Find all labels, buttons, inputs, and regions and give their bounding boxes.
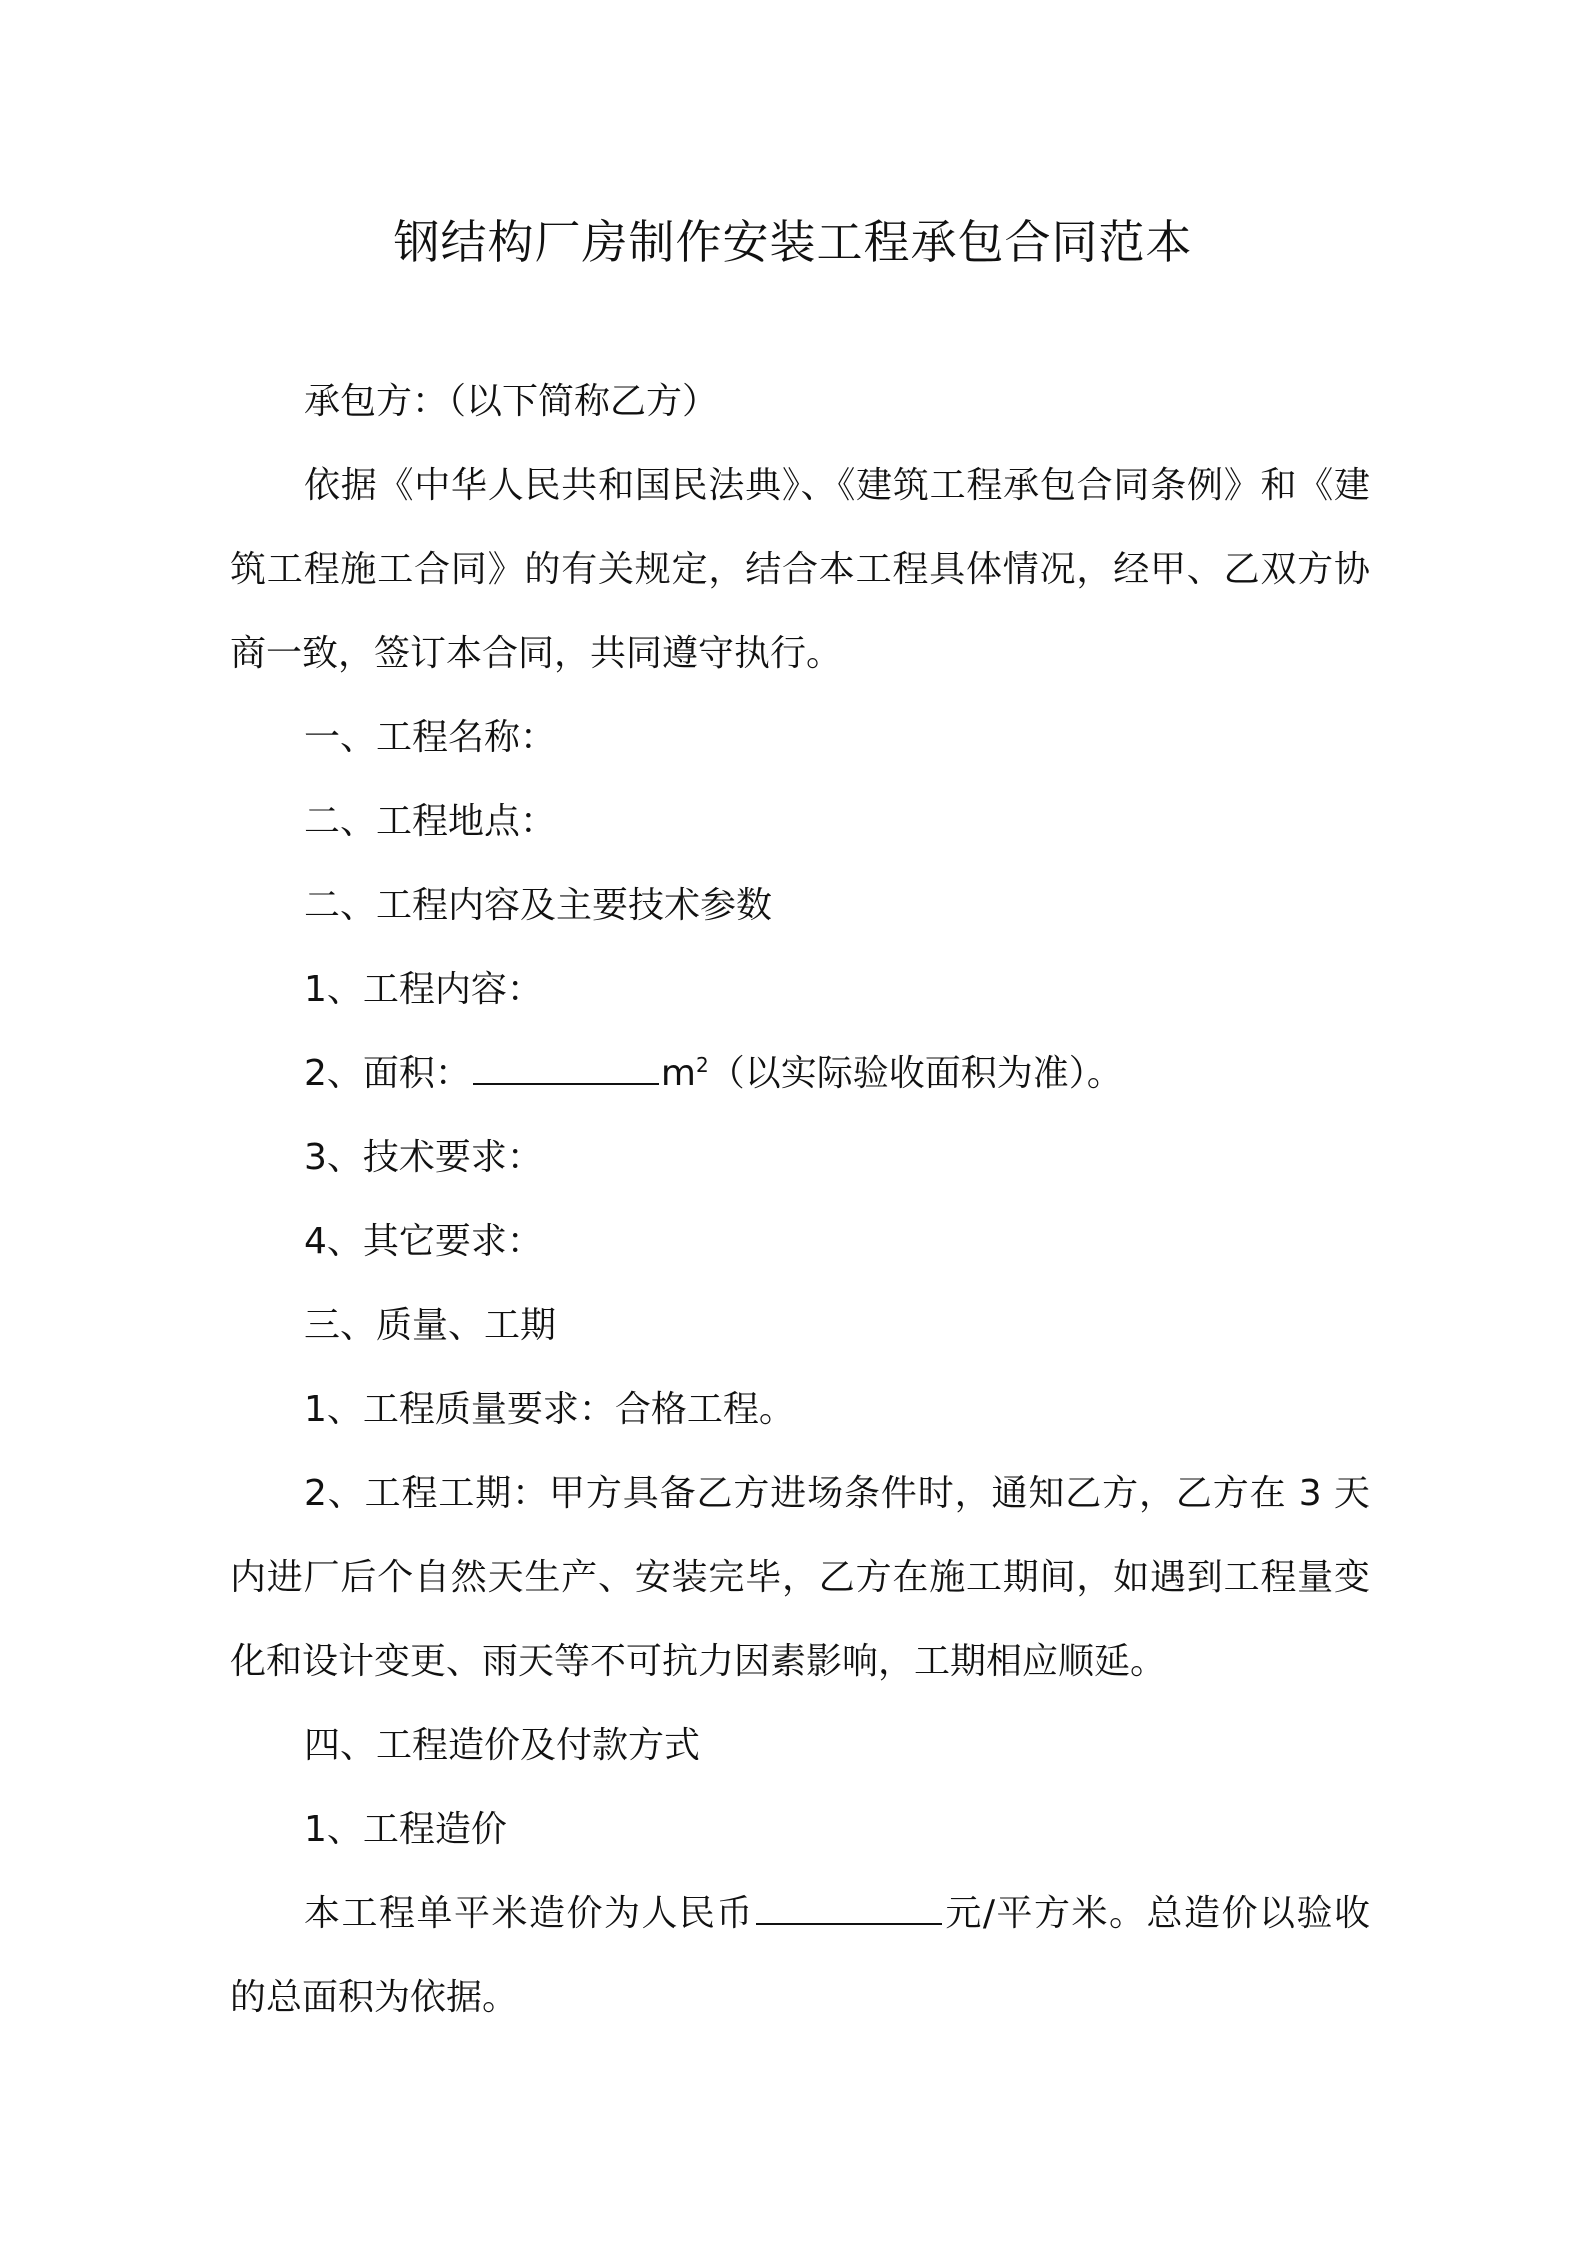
schedule-paragraph: 2、工程工期：甲方具备乙方进场条件时，通知乙方，乙方在 3 天内进厂后个自然天生产、安装完毕，乙方在施工期间，如遇到工程量变化和设计变更、雨天等不可抗力因素影响，工期相应顺延。 bbox=[230, 1473, 1370, 1682]
document-title: 钢结构厂房制作安装工程承包合同范本 bbox=[393, 215, 1193, 269]
section-project-name: 一、工程名称： bbox=[304, 717, 557, 758]
section-quality-schedule: 三、质量、工期 bbox=[304, 1305, 557, 1346]
item-project-content: 1、工程内容： bbox=[304, 969, 543, 1010]
price-blank-field[interactable] bbox=[756, 1891, 942, 1925]
basis-paragraph: 依据《中华人民共和国民法典》、《建筑工程承包合同条例》和《建筑工程施工合同》的有关规定，结合本工程具体情况，经甲、乙双方协商一致，签订本合同，共同遵守执行。 bbox=[230, 465, 1370, 674]
price-text-suffix: 元/平方米。总造价以验收的总面积为依据。 bbox=[230, 1893, 1370, 2018]
item-area-prefix: 2、面积： bbox=[304, 1053, 471, 1094]
price-text-prefix: 本工程单平米造价为人民币 bbox=[304, 1893, 754, 1934]
item-area-unit: m bbox=[660, 1053, 696, 1094]
section-project-location: 二、工程地点： bbox=[304, 801, 557, 842]
quality-requirement: 1、工程质量要求：合格工程。 bbox=[304, 1389, 795, 1430]
item-tech-requirements: 3、技术要求： bbox=[304, 1137, 543, 1178]
item-area-unit-exponent: 2 bbox=[695, 1053, 709, 1077]
area-blank-field[interactable] bbox=[473, 1051, 659, 1085]
item-area bbox=[230, 1032, 1370, 1116]
section-project-content: 二、工程内容及主要技术参数 bbox=[304, 885, 773, 926]
document-body bbox=[230, 360, 1370, 2040]
price-item: 1、工程造价 bbox=[304, 1809, 507, 1850]
section-price-payment: 四、工程造价及付款方式 bbox=[304, 1725, 701, 1766]
item-area-suffix: （以实际验收面积为准）。 bbox=[708, 1053, 1123, 1094]
contractor-line: 承包方：（以下简称乙方） bbox=[304, 381, 719, 422]
item-other-requirements: 4、其它要求： bbox=[304, 1221, 543, 1262]
price-paragraph bbox=[230, 1872, 1370, 2040]
